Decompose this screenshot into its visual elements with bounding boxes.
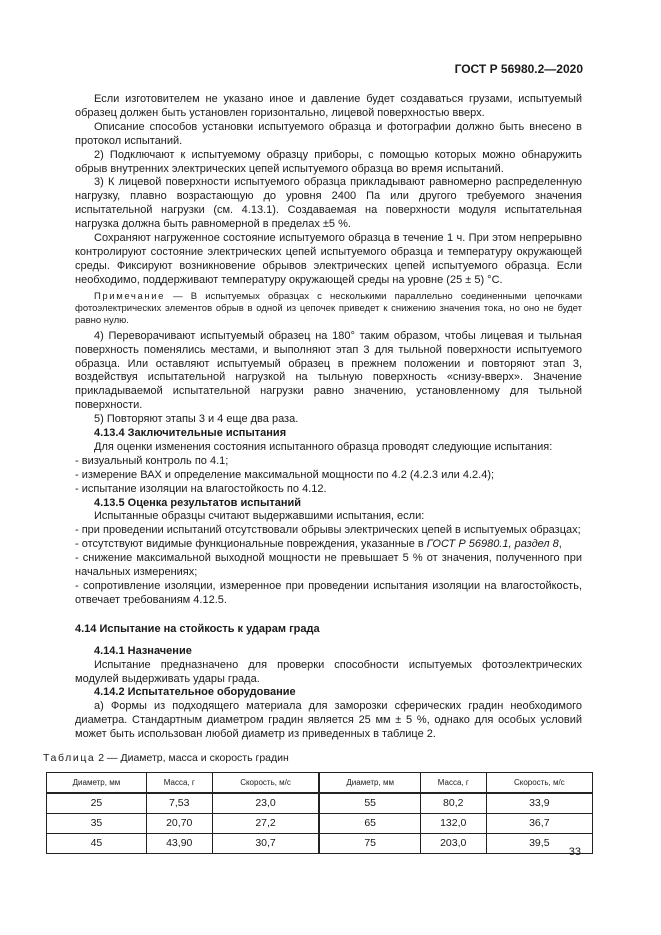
table-cell: 45	[47, 833, 147, 853]
paragraph: 3) К лицевой поверхности испытуемого образца прикладывают равномерно распределенную нагрузку, плавно возрастающую до уровня 2400 Па или другого требуемого значения испытательной нагрузки (см. 4.13.1). Создаваемая на поверхности модуля испытательная нагрузка должна быть равномерной в пределах ±5 %.	[75, 176, 582, 231]
table-row	[47, 833, 593, 853]
list-item: - испытание изоляции на влагостойкость по 4.12.	[75, 482, 327, 495]
table-cell: 39,5	[486, 833, 592, 853]
table-cell: 132,0	[420, 813, 486, 833]
paragraph: 2) Подключают к испытуемому образцу приборы, с помощью которых можно обнаружить обрыв внутренних электрических цепей испытуемого образца во время испытаний.	[75, 148, 582, 175]
paragraph: Если изготовителем не указано иное и давление будет создаваться грузами, испытуемый образец должен быть установлен горизонтально, лицевой поверхностью вверх.	[75, 93, 582, 119]
list-item: - визуальный контроль по 4.1;	[75, 454, 229, 467]
list-item: - при проведении испытаний отсутствовали обрывы электрических цепей в испытуемых образцах;	[75, 524, 581, 537]
table-cell: 7,53	[146, 793, 212, 814]
header-cell: Масса, г	[420, 772, 486, 793]
table-cell: 27,2	[212, 813, 319, 833]
table-cell: 75	[319, 833, 420, 853]
table-cell: 55	[319, 793, 420, 814]
paragraph: Для оценки изменения состояния испытанного образца проводят следующие испытания:	[94, 440, 553, 453]
list-item: - измерение ВАХ и определение максимальной мощности по 4.2 (4.2.3 или 4.2.4);	[75, 468, 495, 481]
table-cell: 203,0	[420, 833, 486, 853]
subsection-heading: 4.14.2 Испытательное оборудование	[94, 686, 296, 699]
subsection-heading: 4.13.5 Оценка результатов испытаний	[94, 496, 302, 509]
paragraph: а) Формы из подходящего материала для заморозки сферических градин необходимого диаметра. Стандартным диаметром градин является 25 мм ± 5 %, однако для особых условий может быть использован любой диаметр из приведенных в таблице 2.	[75, 700, 582, 741]
table-header-row	[47, 772, 593, 793]
header-cell: Масса, г	[146, 772, 212, 793]
paragraph: 4) Переворачивают испытуемый образец на 180° таким образом, чтобы лицевая и тыльная поверхность поменялись местами, и выполняют этап 3 для тыльной поверхности испытуемого образца. Или оставляют испытуемый образец в прежнем положении и повторяют этап 3, воздействуя испытательной нагрузкой на тыльную поверхность «снизу-вверх». Значение прикладываемой испытательной нагрузки равно значению, установленному для тыльной поверхности.	[75, 329, 582, 412]
table-row	[47, 793, 593, 814]
list-item: - сопротивление изоляции, измеренное при проведении испытания изоляции на влагостойкость, отвечает требованиям 4.12.5.	[75, 580, 582, 606]
paragraph: Испытание предназначено для проверки способности испытуемых фотоэлектрических модулей выдерживать удары града.	[75, 658, 582, 685]
header-cell: Диаметр, мм	[47, 772, 147, 793]
section-heading: 4.14 Испытание на стойкость к ударам града	[75, 622, 320, 635]
header-cell: Диаметр, мм	[319, 772, 420, 793]
hail-table	[46, 772, 593, 854]
page-body	[43, 93, 582, 854]
paragraph: Испытанные образцы считают выдержавшими испытания, если:	[94, 510, 425, 523]
list-item: - снижение максимальной выходной мощности не превышает 5 % от значения, полученного при начальных измерениях;	[75, 552, 582, 579]
table-caption	[43, 752, 582, 766]
header-cell: Скорость, м/с	[212, 772, 319, 793]
subsection-heading: 4.13.4 Заключительные испытания	[94, 427, 287, 440]
subsection-heading: 4.14.1 Назначение	[94, 644, 192, 657]
paragraph: Сохраняют нагруженное состояние испытуемого образца в течение 1 ч. При этом непрерывно контролируют состояние электрических цепей испытуемого образца и температуру окружающей среды. Фиксируют возникновение обрывов электрических цепей испытуемого образца. Если необходимо, поддерживают температуру окружающей среды на уровне (25 ± 5) °С.	[75, 232, 582, 286]
table-caption-text: 2 — Диаметр, масса и скорость градин	[95, 752, 289, 765]
list-item	[75, 538, 582, 552]
standard-reference: ГОСТ Р 56980.1, раздел 8	[426, 538, 559, 551]
table-cell: 80,2	[420, 793, 486, 814]
document-header: ГОСТ Р 56980.2—2020	[454, 62, 583, 76]
note-label: Примечание	[94, 290, 165, 302]
note	[75, 291, 582, 327]
table-cell: 20,70	[146, 813, 212, 833]
list-item-text: - отсутствуют видимые функциональные повреждения, указанные в	[75, 538, 427, 551]
table-cell: 33,9	[486, 793, 592, 814]
note-text: — В испытуемых образцах с несколькими параллельно соединенными цепочками фотоэлектрических элементов обрыв в одной из цепочек приведет к снижению значения тока, но оно не будет равно нулю.	[75, 290, 582, 326]
table-cell: 25	[47, 793, 147, 814]
list-item-punct: ,	[558, 538, 562, 551]
table-cell: 43,90	[146, 833, 212, 853]
table-cell: 65	[319, 813, 420, 833]
table-caption-label: Таблица	[43, 752, 96, 765]
header-cell: Скорость, м/с	[486, 772, 592, 793]
table-cell: 23,0	[212, 793, 319, 814]
paragraph: 5) Повторяют этапы 3 и 4 еще два раза.	[94, 413, 299, 426]
table-cell: 30,7	[212, 833, 319, 853]
table-cell: 35	[47, 813, 147, 833]
paragraph: Описание способов установки испытуемого образца и фотографии должно быть внесено в протокол испытаний.	[75, 120, 582, 147]
table-cell: 36,7	[486, 813, 592, 833]
page-number: 33	[568, 846, 581, 858]
table-row	[47, 813, 593, 833]
